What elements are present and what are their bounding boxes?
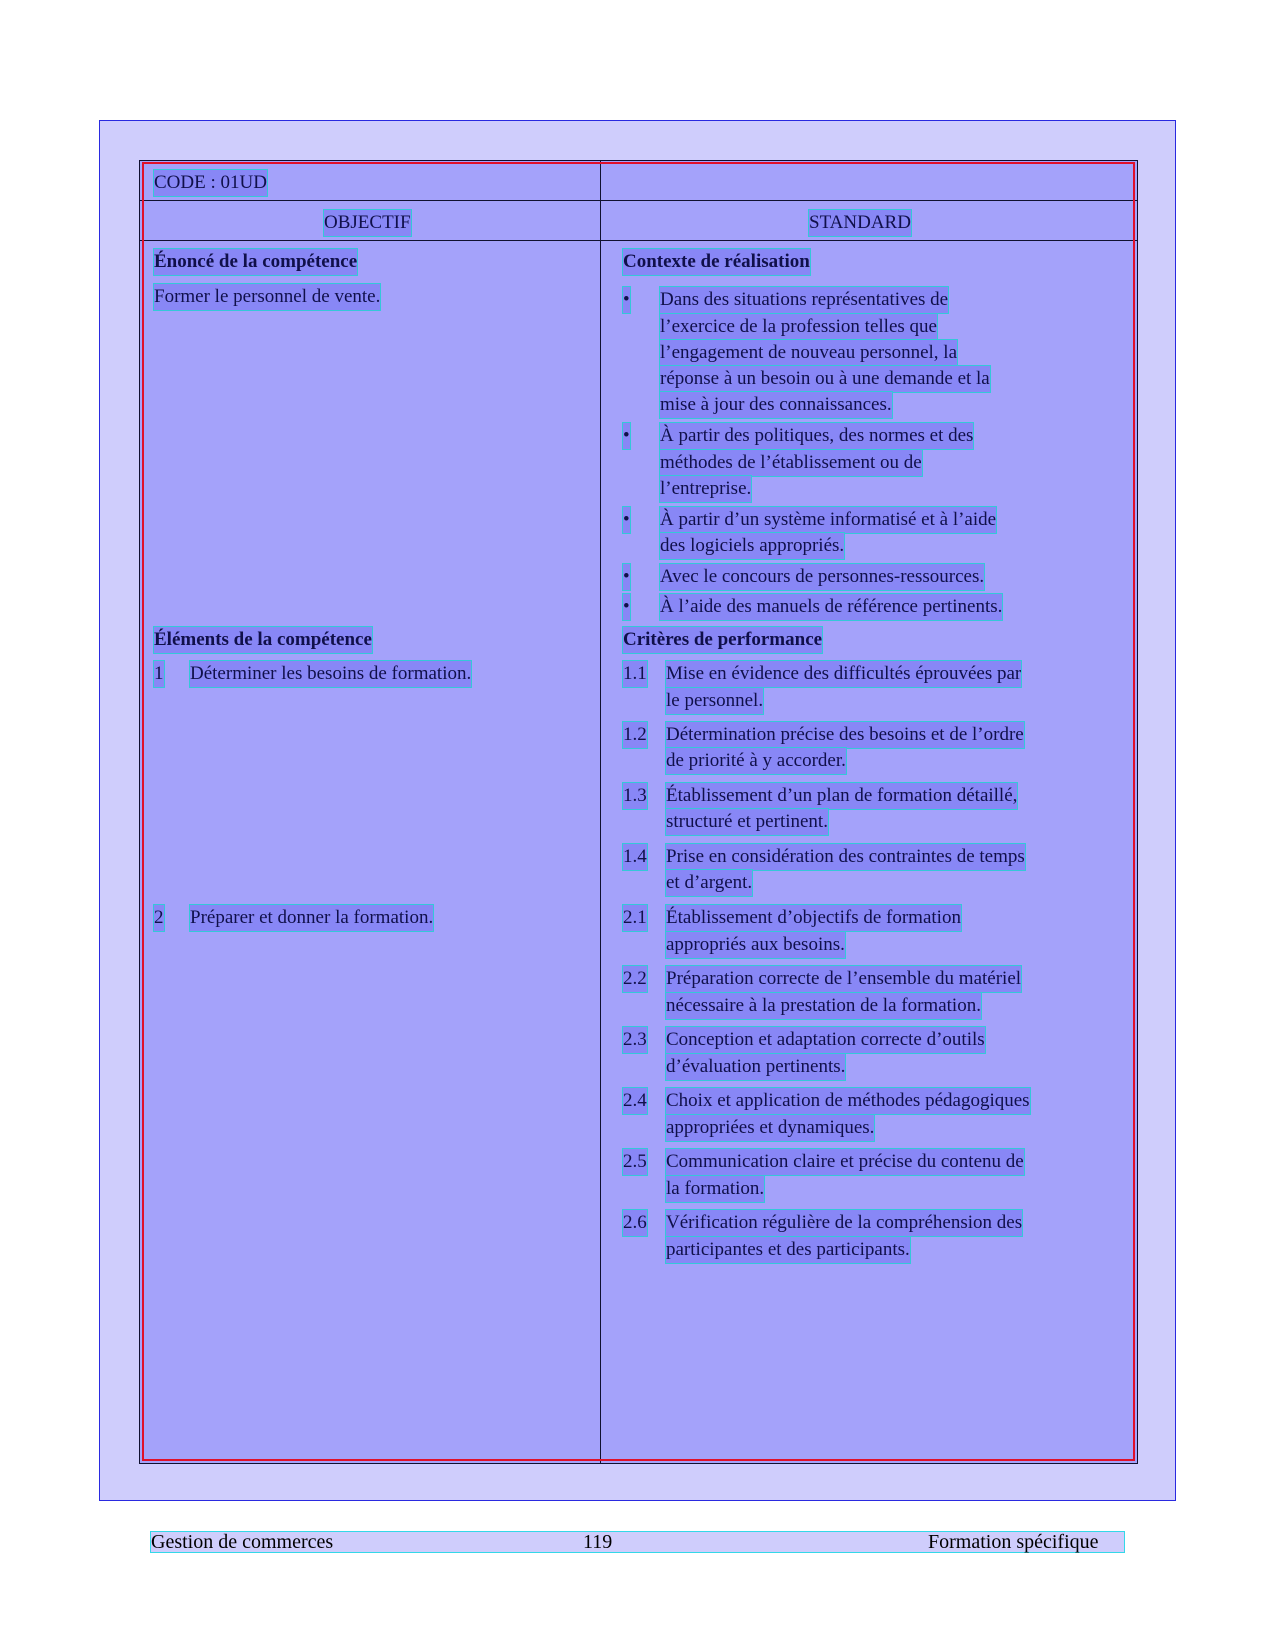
critere-line: Choix et application de méthodes pédagogiques (666, 1088, 1030, 1114)
enonce-heading: Énoncé de la compétence (154, 249, 357, 275)
critere-line: Établissement d’objectifs de formation (666, 905, 961, 931)
enonce-text: Former le personnel de vente. (154, 284, 380, 310)
contexte-heading: Contexte de réalisation (623, 249, 810, 275)
critere-line: Préparation correcte de l’ensemble du matériel (666, 966, 1021, 992)
header-row-divider (139, 200, 1138, 201)
element-number: 1 (154, 661, 164, 687)
element-text: Déterminer les besoins de formation. (190, 661, 471, 687)
contexte-line: l’engagement de nouveau personnel, la (660, 340, 957, 366)
criteres-heading: Critères de performance (623, 627, 822, 653)
critere-number: 1.3 (623, 783, 647, 809)
footer-section: Formation spécifique (928, 1531, 1099, 1553)
contexte-line: l’entreprise. (660, 476, 751, 502)
bullet: • (623, 594, 630, 620)
critere-line: de priorité à y accorder. (666, 748, 846, 774)
competency-table (139, 160, 1138, 1464)
contexte-line: Dans des situations représentatives de (660, 287, 948, 313)
critere-number: 2.3 (623, 1027, 647, 1053)
critere-line: Mise en évidence des difficultés éprouvées par (666, 661, 1021, 687)
critere-line: appropriés aux besoins. (666, 932, 845, 958)
critere-number: 1.4 (623, 844, 647, 870)
critere-number: 2.2 (623, 966, 647, 992)
footer-page-number: 119 (583, 1531, 613, 1553)
objectif-column-title: OBJECTIF (324, 210, 411, 236)
bullet: • (623, 287, 630, 313)
contexte-line: À l’aide des manuels de référence pertinents. (660, 594, 1002, 620)
critere-line: Communication claire et précise du contenu de (666, 1149, 1024, 1175)
column-title-divider (139, 240, 1138, 241)
critere-line: Conception et adaptation correcte d’outils (666, 1027, 985, 1053)
critere-line: la formation. (666, 1176, 764, 1202)
element-number: 2 (154, 905, 164, 931)
column-divider (600, 160, 601, 1464)
critere-number: 2.4 (623, 1088, 647, 1114)
contexte-line: réponse à un besoin ou à une demande et la (660, 366, 990, 392)
contexte-line: l’exercice de la profession telles que (660, 314, 937, 340)
element-text: Préparer et donner la formation. (190, 905, 433, 931)
bullet: • (623, 564, 630, 590)
critere-line: Détermination précise des besoins et de l’ordre (666, 722, 1024, 748)
critere-line: nécessaire à la prestation de la formation. (666, 993, 981, 1019)
bullet: • (623, 507, 630, 533)
standard-column-title: STANDARD (809, 210, 911, 236)
critere-number: 2.1 (623, 905, 647, 931)
critere-line: le personnel. (666, 688, 763, 714)
footer-program: Gestion de commerces (151, 1531, 334, 1553)
critere-number: 2.6 (623, 1210, 647, 1236)
critere-line: Vérification régulière de la compréhension des (666, 1210, 1022, 1236)
contexte-line: À partir d’un système informatisé et à l’aide (660, 507, 996, 533)
contexte-line: À partir des politiques, des normes et des (660, 423, 973, 449)
contexte-line: Avec le concours de personnes-ressources. (660, 564, 984, 590)
critere-line: Établissement d’un plan de formation détaillé, (666, 783, 1017, 809)
competency-code: CODE : 01UD (154, 170, 267, 196)
critere-line: structuré et pertinent. (666, 809, 828, 835)
critere-line: d’évaluation pertinents. (666, 1054, 845, 1080)
critere-line: appropriées et dynamiques. (666, 1115, 874, 1141)
critere-number: 1.2 (623, 722, 647, 748)
elements-heading: Éléments de la compétence (154, 627, 372, 653)
critere-line: et d’argent. (666, 870, 752, 896)
critere-line: participantes et des participants. (666, 1237, 910, 1263)
critere-number: 2.5 (623, 1149, 647, 1175)
contexte-line: mise à jour des connaissances. (660, 392, 892, 418)
critere-number: 1.1 (623, 661, 647, 687)
contexte-line: des logiciels appropriés. (660, 533, 844, 559)
critere-line: Prise en considération des contraintes de temps (666, 844, 1025, 870)
contexte-line: méthodes de l’établissement ou de (660, 450, 922, 476)
bullet: • (623, 423, 630, 449)
